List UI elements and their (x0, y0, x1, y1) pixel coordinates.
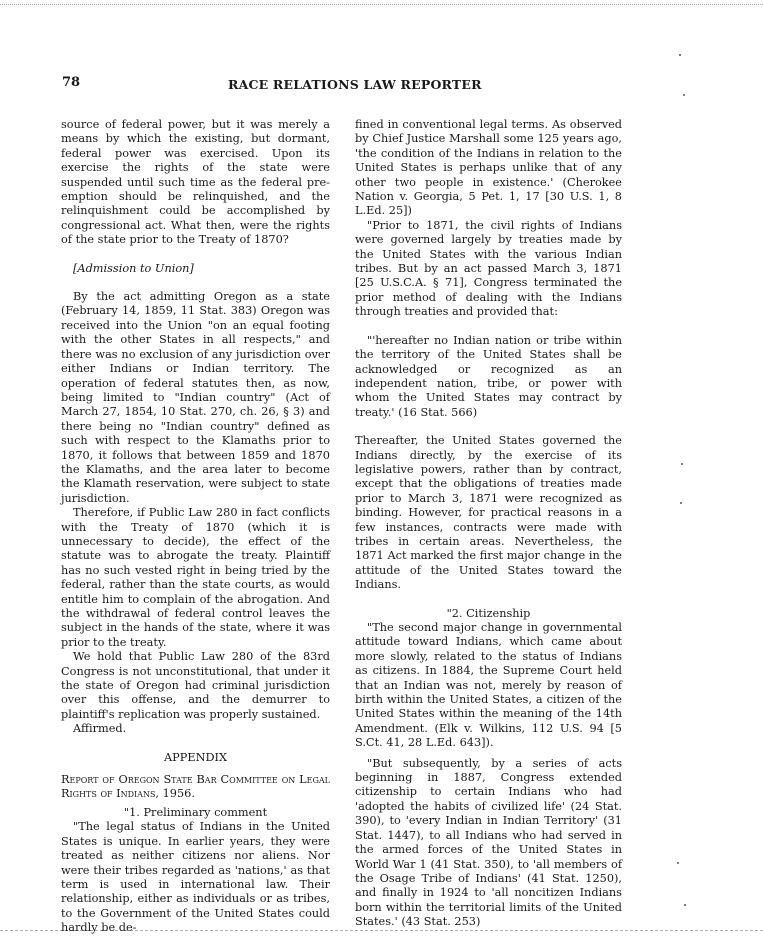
paragraph: source of federal power, but it was merely a means by which the existing, but dormant, federal power was exercised. Upon its exercise the rights of the state were suspended until such time as the federal pre-emption should be relinquished, and the relinquishment could be accomplished by congressional act. What then, were the rights of the state prior to the Treaty of 1870? (61, 118, 330, 247)
scan-speck (680, 502, 682, 504)
scan-speck (681, 463, 683, 465)
scan-speck (679, 54, 681, 56)
scan-speck (683, 94, 685, 96)
page-number: 78 (62, 75, 81, 90)
paragraph: Affirmed. (73, 722, 127, 736)
paragraph: Thereafter, the United States governed the Indians directly, by the exercise of its legislative powers, rather than by contract, except that the obligations of treaties made prior to March 3, 1871 were recognized as binding. However, for practical reasons in a few instances, contracts were made with tribes in certain areas. Nevertheless, the 1871 Act marked the first major change in the attitude of the United States toward the Indians. (355, 434, 622, 592)
appendix-title: APPENDIX (163, 750, 228, 764)
scan-speck (684, 904, 686, 906)
right-column (355, 118, 622, 930)
paragraph: "But subsequently, by a series of acts beginning in 1887, Congress extended citizenship to certain Indians who had 'adopted the habits of civilized life' (24 Stat. 390), to 'every Indian in Indian Territory' (31 Stat. 1447), to all Indians who had served in the armed forces of the United States in World War 1 (41 Stat. 350), to 'all members of the Osage Tribe of Indians' (41 Stat. 1250), and finally in 1924 to 'all noncitizen Indians born within the territorial limits of the United States.' (43 Stat. 253) (355, 756, 622, 929)
block-quote: "'hereafter no Indian nation or tribe within the territory of the United States shall be acknowledged or recognized as an independent nation, tribe, or power with whom the United States may contract by treaty.' (16 Stat. 566) (355, 333, 622, 419)
paragraph: "The legal status of Indians in the United States is unique. In earlier years, they were treated as neither citizens nor aliens. Nor were their tribes regarded as 'nations,' as that term is used in international law. Their relationship, either as individuals or as tribes, to the Government of the United States could hardly be de- (61, 820, 330, 935)
section-heading: [Admission to Union] (73, 261, 194, 275)
top-border (0, 4, 763, 5)
left-column (61, 118, 330, 936)
scan-speck (677, 862, 679, 864)
paragraph: "The second major change in governmental attitude toward Indians, which came about more slowly, related to the status of Indians as citizens. In 1884, the Supreme Court held that an Indian was not, merely by reason of birth within the United States, a citizen of the United States within the meaning of the 14th Amendment. (Elk v. Wilkins, 112 U.S. 94 [5 S.Ct. 41, 28 L.Ed. 643]). (355, 621, 622, 750)
paragraph: By the act admitting Oregon as a state (February 14, 1859, 11 Stat. 383) Oregon was received into the Union "on an equal footing with the other States in all respects," and there was no exclusion of any jurisdiction over either Indians or Indian territory. The operation of federal statutes then, as now, being limited to "Indian country" (Act of March 27, 1854, 10 Stat. 270, ch. 26, § 3) and there being no "Indian country" defined as such with respect to the Klamaths prior to 1870, it follows that between 1859 and 1870 the Klamaths, and the area later to become the Klamath reservation, were subject to state jurisdiction. (61, 290, 330, 505)
paragraph: Therefore, if Public Law 280 in fact conflicts with the Treaty of 1870 (which it is unnecessary to decide), the effect of the statute was to abrogate the treaty. Plaintiff has no such vested right in being tried by the federal, rather than the state courts, as would entitle him to complain of the abrogation. And the withdrawal of federal control leaves the subject in the hands of the state, where it was prior to the treaty. (61, 506, 330, 649)
running-head: RACE RELATIONS LAW REPORTER (228, 77, 482, 92)
section-title: "1. Preliminary comment (123, 805, 268, 819)
paragraph: We hold that Public Law 280 of the 83rd Congress is not unconstitutional, that under it the state of Oregon had criminal jurisdiction over this offense, and the demurrer to plaintiff's replication was properly sustained. (61, 650, 330, 721)
paragraph: "Prior to 1871, the civil rights of Indians were governed largely by treaties made by the United States with the various Indian tribes. But by an act passed March 3, 1871 [25 U.S.C.A. § 71], Congress terminated the prior method of dealing with the Indians through treaties and provided that: (355, 218, 622, 319)
paragraph: fined in conventional legal terms. As observed by Chief Justice Marshall some 125 years ago, 'the condition of the Indians in relation to the United States is perhaps unlike that of any other two people in existence.' (Cherokee Nation v. Georgia, 5 Pet. 1, 17 [30 U.S. 1, 8 L.Ed. 25]) (355, 118, 622, 218)
section-title: "2. Citizenship (446, 606, 531, 620)
report-title: Report of Oregon State Bar Committee on Legal Rights of Indians, 1956. (61, 773, 330, 801)
